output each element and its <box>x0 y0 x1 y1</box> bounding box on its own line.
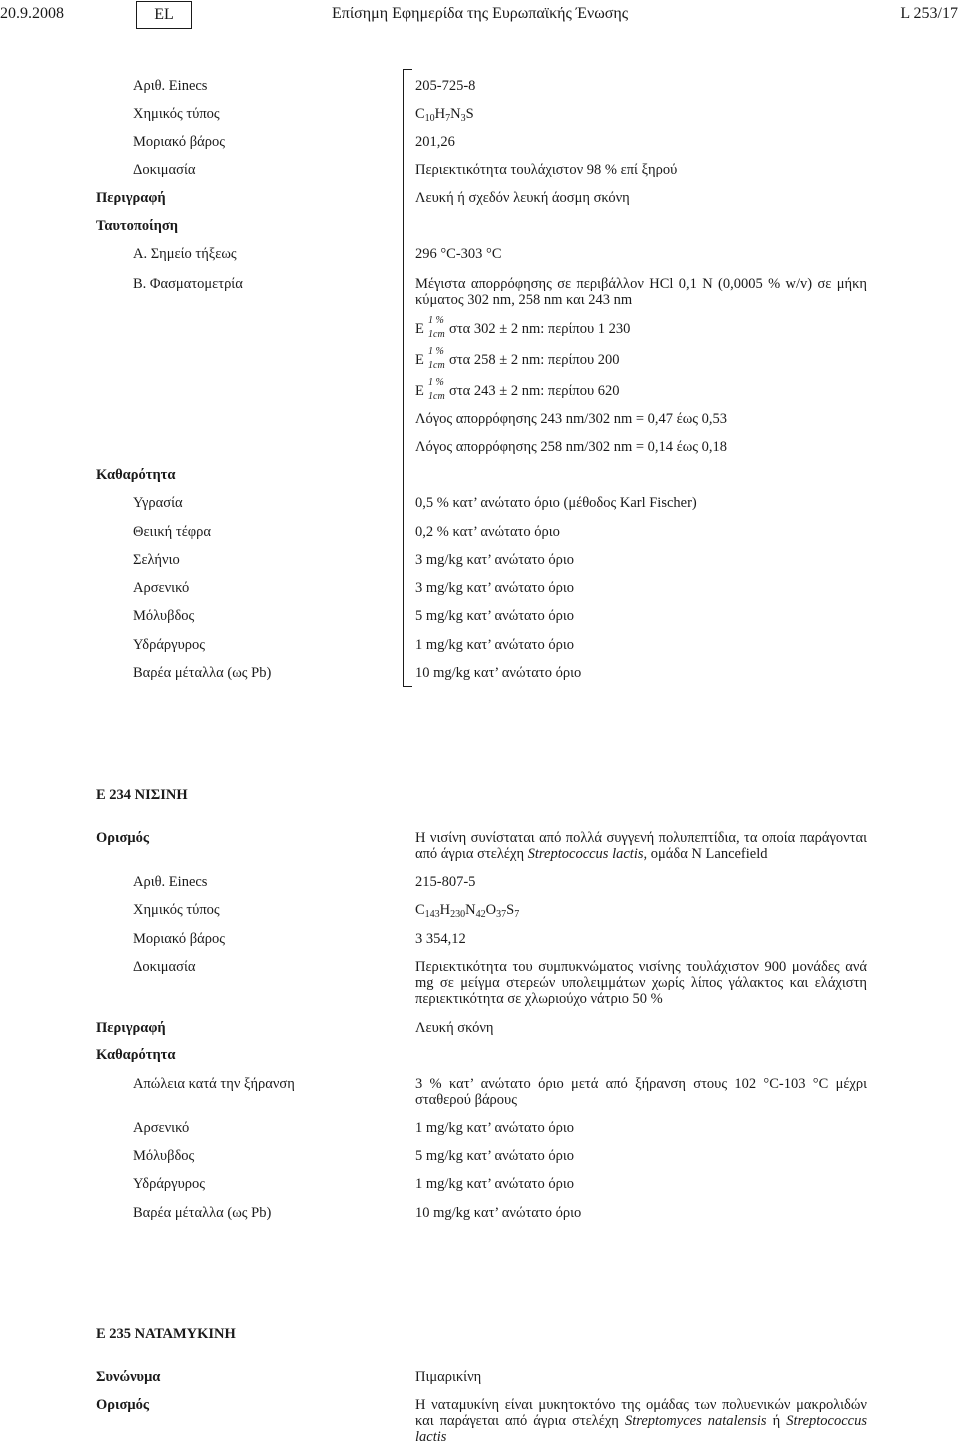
spectrometry-label: Β. Φασματομετρία <box>133 276 243 292</box>
extinction-row: E 1 % 1cm στα 302 ± 2 nm: περίπου 1 230 <box>415 315 631 340</box>
definition-text: Η νισίνη συνίσταται από πολλά συγγενή πολυπεπτίδια, τα οποία παράγονται από άγρια στελέχη Streptococcus lactis, ομάδα N Lancefield <box>415 830 867 862</box>
section-bracket <box>403 69 412 687</box>
melting-point-label: Α. Σημείο τήξεως <box>133 246 237 262</box>
section-heading-e235: E 235 ΝΑΤΑΜΥΚΙΝΗ <box>96 1326 236 1342</box>
purity-value: 1 mg/kg κατ’ ανώτατο όριο <box>415 1176 574 1192</box>
assay-label: Δοκιμασία <box>133 959 196 975</box>
absorbance-ratio: Λόγος απορρόφησης 243 nm/302 nm = 0,47 έως 0,53 <box>415 411 728 427</box>
loss-on-drying-value: 3 % κατ’ ανώτατο όριο μετά από ξήρανση στους 102 °C-103 °C μέχρι σταθερού βάρους <box>415 1076 867 1108</box>
purity-value: 0,5 % κατ’ ανώτατο όριο (μέθοδος Karl Fischer) <box>415 495 697 511</box>
loss-on-drying-label: Απώλεια κατά την ξήρανση <box>133 1076 295 1092</box>
description-heading: Περιγραφή <box>96 190 166 206</box>
purity-value: 3 mg/kg κατ’ ανώτατο όριο <box>415 552 574 568</box>
einecs-value: 215-807-5 <box>415 874 476 890</box>
purity-value: 5 mg/kg κατ’ ανώτατο όριο <box>415 608 574 624</box>
purity-heading: Καθαρότητα <box>96 467 176 483</box>
extinction-coefficient-symbol: E 1 % 1cm <box>415 315 445 340</box>
page-reference: L 253/17 <box>900 5 958 22</box>
identification-heading: Ταυτοποίηση <box>96 218 178 234</box>
description-value: Λευκή ή σχεδόν λευκή άοσμη σκόνη <box>415 190 630 206</box>
definition-heading: Ορισμός <box>96 830 150 846</box>
purity-value: 5 mg/kg κατ’ ανώτατο όριο <box>415 1148 574 1164</box>
purity-label: Αρσενικό <box>133 1120 190 1136</box>
einecs-value: 205-725-8 <box>415 78 476 94</box>
purity-label: Υδράργυρος <box>133 637 205 653</box>
publication-date: 20.9.2008 <box>0 5 64 22</box>
purity-heading: Καθαρότητα <box>96 1047 176 1063</box>
language-code-box: EL <box>136 1 192 29</box>
extinction-coefficient-symbol: E 1 % 1cm <box>415 377 445 402</box>
purity-label: Υδράργυρος <box>133 1176 205 1192</box>
purity-value: 1 mg/kg κατ’ ανώτατο όριο <box>415 637 574 653</box>
extinction-row: E 1 % 1cm στα 258 ± 2 nm: περίπου 200 <box>415 346 620 371</box>
purity-label: Βαρέα μέταλλα (ως Pb) <box>133 1205 272 1221</box>
purity-label: Μόλυβδος <box>133 608 195 624</box>
molecular-weight-value: 3 354,12 <box>415 931 466 947</box>
section-heading-e234: E 234 ΝΙΣΙΝΗ <box>96 787 188 803</box>
description-value: Λευκή σκόνη <box>415 1020 494 1036</box>
chemical-formula: $C_{143}H_{230}N_{42}O_{37}S_7$ <box>415 902 520 920</box>
purity-label: Βαρέα μέταλλα (ως Pb) <box>133 665 272 681</box>
purity-label: Μόλυβδος <box>133 1148 195 1164</box>
chemical-formula: $C_{10}H_7N_3S$ <box>415 106 474 124</box>
purity-value: 10 mg/kg κατ’ ανώτατο όριο <box>415 665 582 681</box>
melting-point-value: 296 °C-303 °C <box>415 246 502 262</box>
purity-label: Αρσενικό <box>133 580 190 596</box>
molecular-weight-value: 201,26 <box>415 134 455 150</box>
purity-value: 3 mg/kg κατ’ ανώτατο όριο <box>415 580 574 596</box>
purity-label: Υγρασία <box>133 495 183 511</box>
absorbance-ratio: Λόγος απορρόφησης 258 nm/302 nm = 0,14 έως 0,18 <box>415 439 728 455</box>
definition-heading: Ορισμός <box>96 1397 150 1413</box>
assay-value: Περιεκτικότητα του συμπυκνώματος νισίνης τουλάχιστον 900 μονάδες ανά mg σε μείγμα στερεών υπολειμμάτων χωρίς λίπος γάλακτος και ελάχιστη περιεκτικότητα σε χλωριούχο νάτριο 50 % <box>415 959 867 1007</box>
molecular-weight-label: Μοριακό βάρος <box>133 931 225 947</box>
synonyms-heading: Συνώνυμα <box>96 1369 161 1385</box>
purity-value: 10 mg/kg κατ’ ανώτατο όριο <box>415 1205 582 1221</box>
purity-label: Σελήνιο <box>133 552 180 568</box>
purity-value: 0,2 % κατ’ ανώτατο όριο <box>415 524 560 540</box>
definition-text: Η ναταμυκίνη είναι μυκητοκτόνο της ομάδας των πολυενικών μακρολιδών και παράγεται από άγρια στελέχη Streptomyces natalensis ή Streptococcus lactis <box>415 1397 868 1445</box>
synonyms-value: Πιμαρικίνη <box>415 1369 482 1385</box>
description-heading: Περιγραφή <box>96 1020 166 1036</box>
page-header <box>0 0 960 34</box>
purity-value: 1 mg/kg κατ’ ανώτατο όριο <box>415 1120 574 1136</box>
formula-label: Χημικός τύπος <box>133 106 220 122</box>
assay-value: Περιεκτικότητα τουλάχιστον 98 % επί ξηρού <box>415 162 678 178</box>
assay-label: Δοκιμασία <box>133 162 196 178</box>
formula-label: Χημικός τύπος <box>133 902 220 918</box>
extinction-coefficient-symbol: E 1 % 1cm <box>415 346 445 371</box>
extinction-row: E 1 % 1cm στα 243 ± 2 nm: περίπου 620 <box>415 377 620 402</box>
einecs-label: Αριθ. Einecs <box>133 78 208 94</box>
einecs-label: Αριθ. Einecs <box>133 874 208 890</box>
journal-title: Επίσημη Εφημερίδα της Ευρωπαϊκής Ένωσης <box>332 5 629 22</box>
purity-label: Θειική τέφρα <box>133 524 211 540</box>
spectrometry-value: Μέγιστα απορρόφησης σε περιβάλλον HCl 0,1 N (0,0005 % w/v) σε μήκη κύματος 302 nm, 258 nm και 243 nm <box>415 276 867 308</box>
molecular-weight-label: Μοριακό βάρος <box>133 134 225 150</box>
